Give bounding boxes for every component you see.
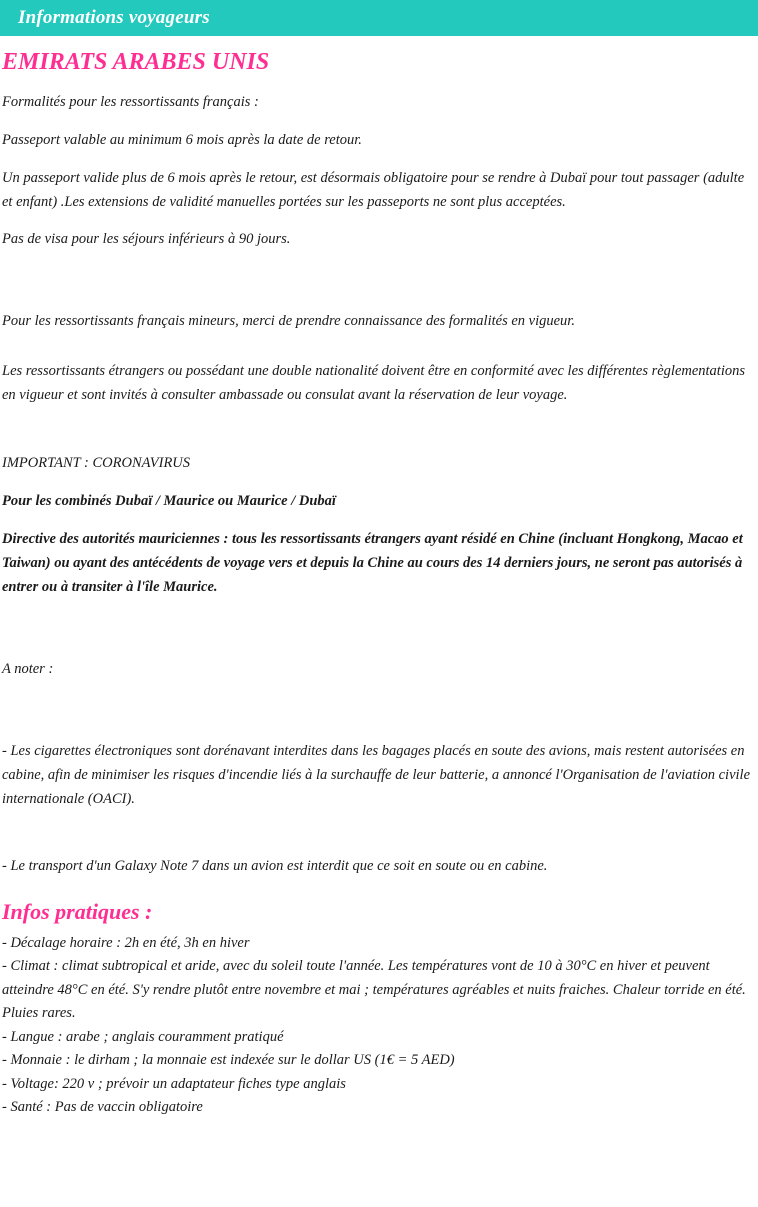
list-item: - Voltage: 220 v ; prévoir un adaptateur fiches type anglais <box>2 1075 346 1092</box>
formalities-visa: Pas de visa pour les séjours inférieurs à 90 jours. <box>2 231 291 248</box>
list-item: - Climat : climat subtropical et aride, avec du soleil toute l'année. Les températures vont de 10 à 30°C en hiver et peuvent atteindre 48°C en été. S'y rendre plutôt entre novembre et mai ; températures agréables et nuits fraiches. Chaleur torride en été. Pluies rares. <box>2 958 746 1022</box>
document-content <box>0 48 758 1132</box>
important-directive: Directive des autorités mauriciennes : tous les ressortissants étrangers ayant résidé en Chine (incluant Hongkong, Macao et Taiwan) ou ayant des antécédents de voyage vers et depuis la Chine au cours des 14 derniers jours, ne seront pas autorisés à entrer ou à transiter à l'île Maurice. <box>2 531 743 595</box>
notes-item-1: - Les cigarettes électroniques sont dorénavant interdites dans les bagages placés en soute des avions, mais restent autorisées en cabine, afin de minimiser les risques d'incendie liés à la surchauffe de leur batterie, a annoncé l'Organisation de l'aviation civile internationale (OACI). <box>2 742 751 807</box>
important-heading: IMPORTANT : CORONAVIRUS <box>2 455 191 472</box>
important-combos: Pour les combinés Dubaï / Maurice ou Maurice / Dubaï <box>2 493 336 510</box>
page-header <box>0 0 758 36</box>
practical-heading: Infos pratiques : <box>2 899 153 925</box>
list-item: - Monnaie : le dirham ; la monnaie est indexée sur le dollar US (1€ = 5 AED) <box>2 1052 455 1069</box>
formalities-foreigners: Les ressortissants étrangers ou possédant une double nationalité doivent être en conformité avec les différentes règlementations en vigueur et sont invités à consulter ambassade ou consulat avant la réservation de leur voyage. <box>2 363 746 404</box>
formalities-passport-detail: Un passeport valide plus de 6 mois après le retour, est désormais obligatoire pour se rendre à Dubaï pour tout passager (adulte et enfant) .Les extensions de validité manuelles portées sur les passeports ne sont plus acceptées. <box>2 169 745 210</box>
list-item: - Langue : arabe ; anglais couramment pratiqué <box>2 1028 284 1045</box>
country-heading: EMIRATS ARABES UNIS <box>2 49 270 75</box>
notes-item-2: - Le transport d'un Galaxy Note 7 dans un avion est interdit que ce soit en soute ou en cabine. <box>2 858 548 875</box>
list-item: - Décalage horaire : 2h en été, 3h en hiver <box>2 934 250 951</box>
formalities-intro: Formalités pour les ressortissants français : <box>2 93 259 110</box>
page-title: Informations voyageurs <box>18 7 210 28</box>
practical-list <box>2 932 754 1120</box>
list-item: - Santé : Pas de vaccin obligatoire <box>2 1099 203 1116</box>
formalities-passport: Passeport valable au minimum 6 mois après la date de retour. <box>2 131 362 148</box>
notes-heading: A noter : <box>2 660 54 677</box>
formalities-minors: Pour les ressortissants français mineurs, merci de prendre connaissance des formalités en vigueur. <box>2 313 575 330</box>
